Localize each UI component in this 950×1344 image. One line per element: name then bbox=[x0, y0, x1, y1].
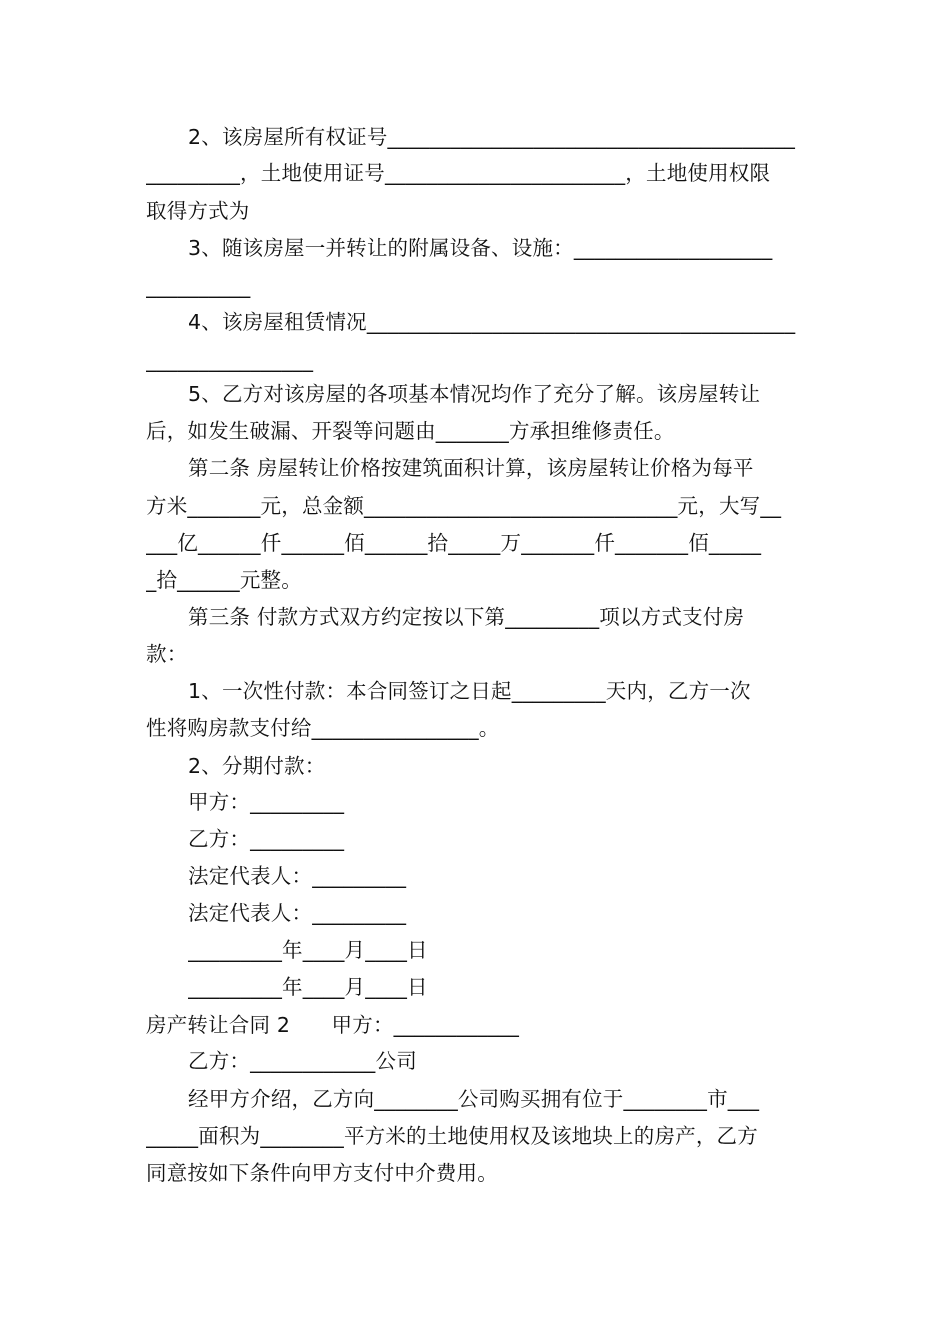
text-line: ___亿______仟______佰______拾_____万_______仟_______佰_____ bbox=[146, 531, 762, 555]
text-line: 2、分期付款： bbox=[188, 754, 326, 778]
text-line: 3、随该房屋一并转让的附属设备、设施：___________________ bbox=[188, 236, 773, 260]
text-line: _________，土地使用证号_______________________，土地使用权限 bbox=[146, 161, 771, 185]
text-line: 第二条 房屋转让价格按建筑面积计算，该房屋转让价格为每平 bbox=[188, 456, 754, 480]
text-line: 取得方式为 bbox=[146, 199, 250, 223]
text-line: 同意按如下条件向甲方支付中介费用。 bbox=[146, 1161, 498, 1185]
text-line: 款： bbox=[146, 642, 188, 666]
text-line: 甲方：_________ bbox=[188, 790, 345, 814]
text-line: 后，如发生破漏、开裂等问题由_______方承担维修责任。 bbox=[146, 419, 675, 443]
text-line: 1、一次性付款：本合同签订之日起_________天内，乙方一次 bbox=[188, 679, 751, 703]
text-line: _________年____月____日 bbox=[188, 938, 428, 962]
text-line: _拾______元整。 bbox=[146, 568, 302, 592]
text-line: 乙方：_________ bbox=[188, 827, 345, 851]
text-line: _________年____月____日 bbox=[188, 975, 428, 999]
text-line: ________________ bbox=[146, 348, 314, 372]
text-line: 第三条 付款方式双方约定按以下第_________项以方式支付房 bbox=[188, 605, 745, 629]
text-line: 5、乙方对该房屋的各项基本情况均作了充分了解。该房屋转让 bbox=[188, 382, 761, 406]
text-line: 法定代表人：_________ bbox=[188, 864, 407, 888]
text-line: 方米_______元，总金额______________________________元，大写__ bbox=[146, 494, 782, 518]
text-line: 2、该房屋所有权证号_______________________________________ bbox=[188, 125, 796, 149]
text-line: 性将购房款支付给________________。 bbox=[146, 716, 500, 740]
text-line: 4、该房屋租赁情况_________________________________________ bbox=[188, 310, 796, 334]
text-line: 经甲方介绍，乙方向________公司购买拥有位于________市___ bbox=[188, 1087, 760, 1111]
text-line: 法定代表人：_________ bbox=[188, 901, 407, 925]
section-heading: 房产转让合同 2 甲方：____________ bbox=[146, 1013, 520, 1037]
text-line: 乙方：____________公司 bbox=[188, 1049, 417, 1073]
text-line: _____面积为________平方米的土地使用权及该地块上的房产，乙方 bbox=[146, 1124, 758, 1148]
text-line: __________ bbox=[146, 274, 251, 298]
